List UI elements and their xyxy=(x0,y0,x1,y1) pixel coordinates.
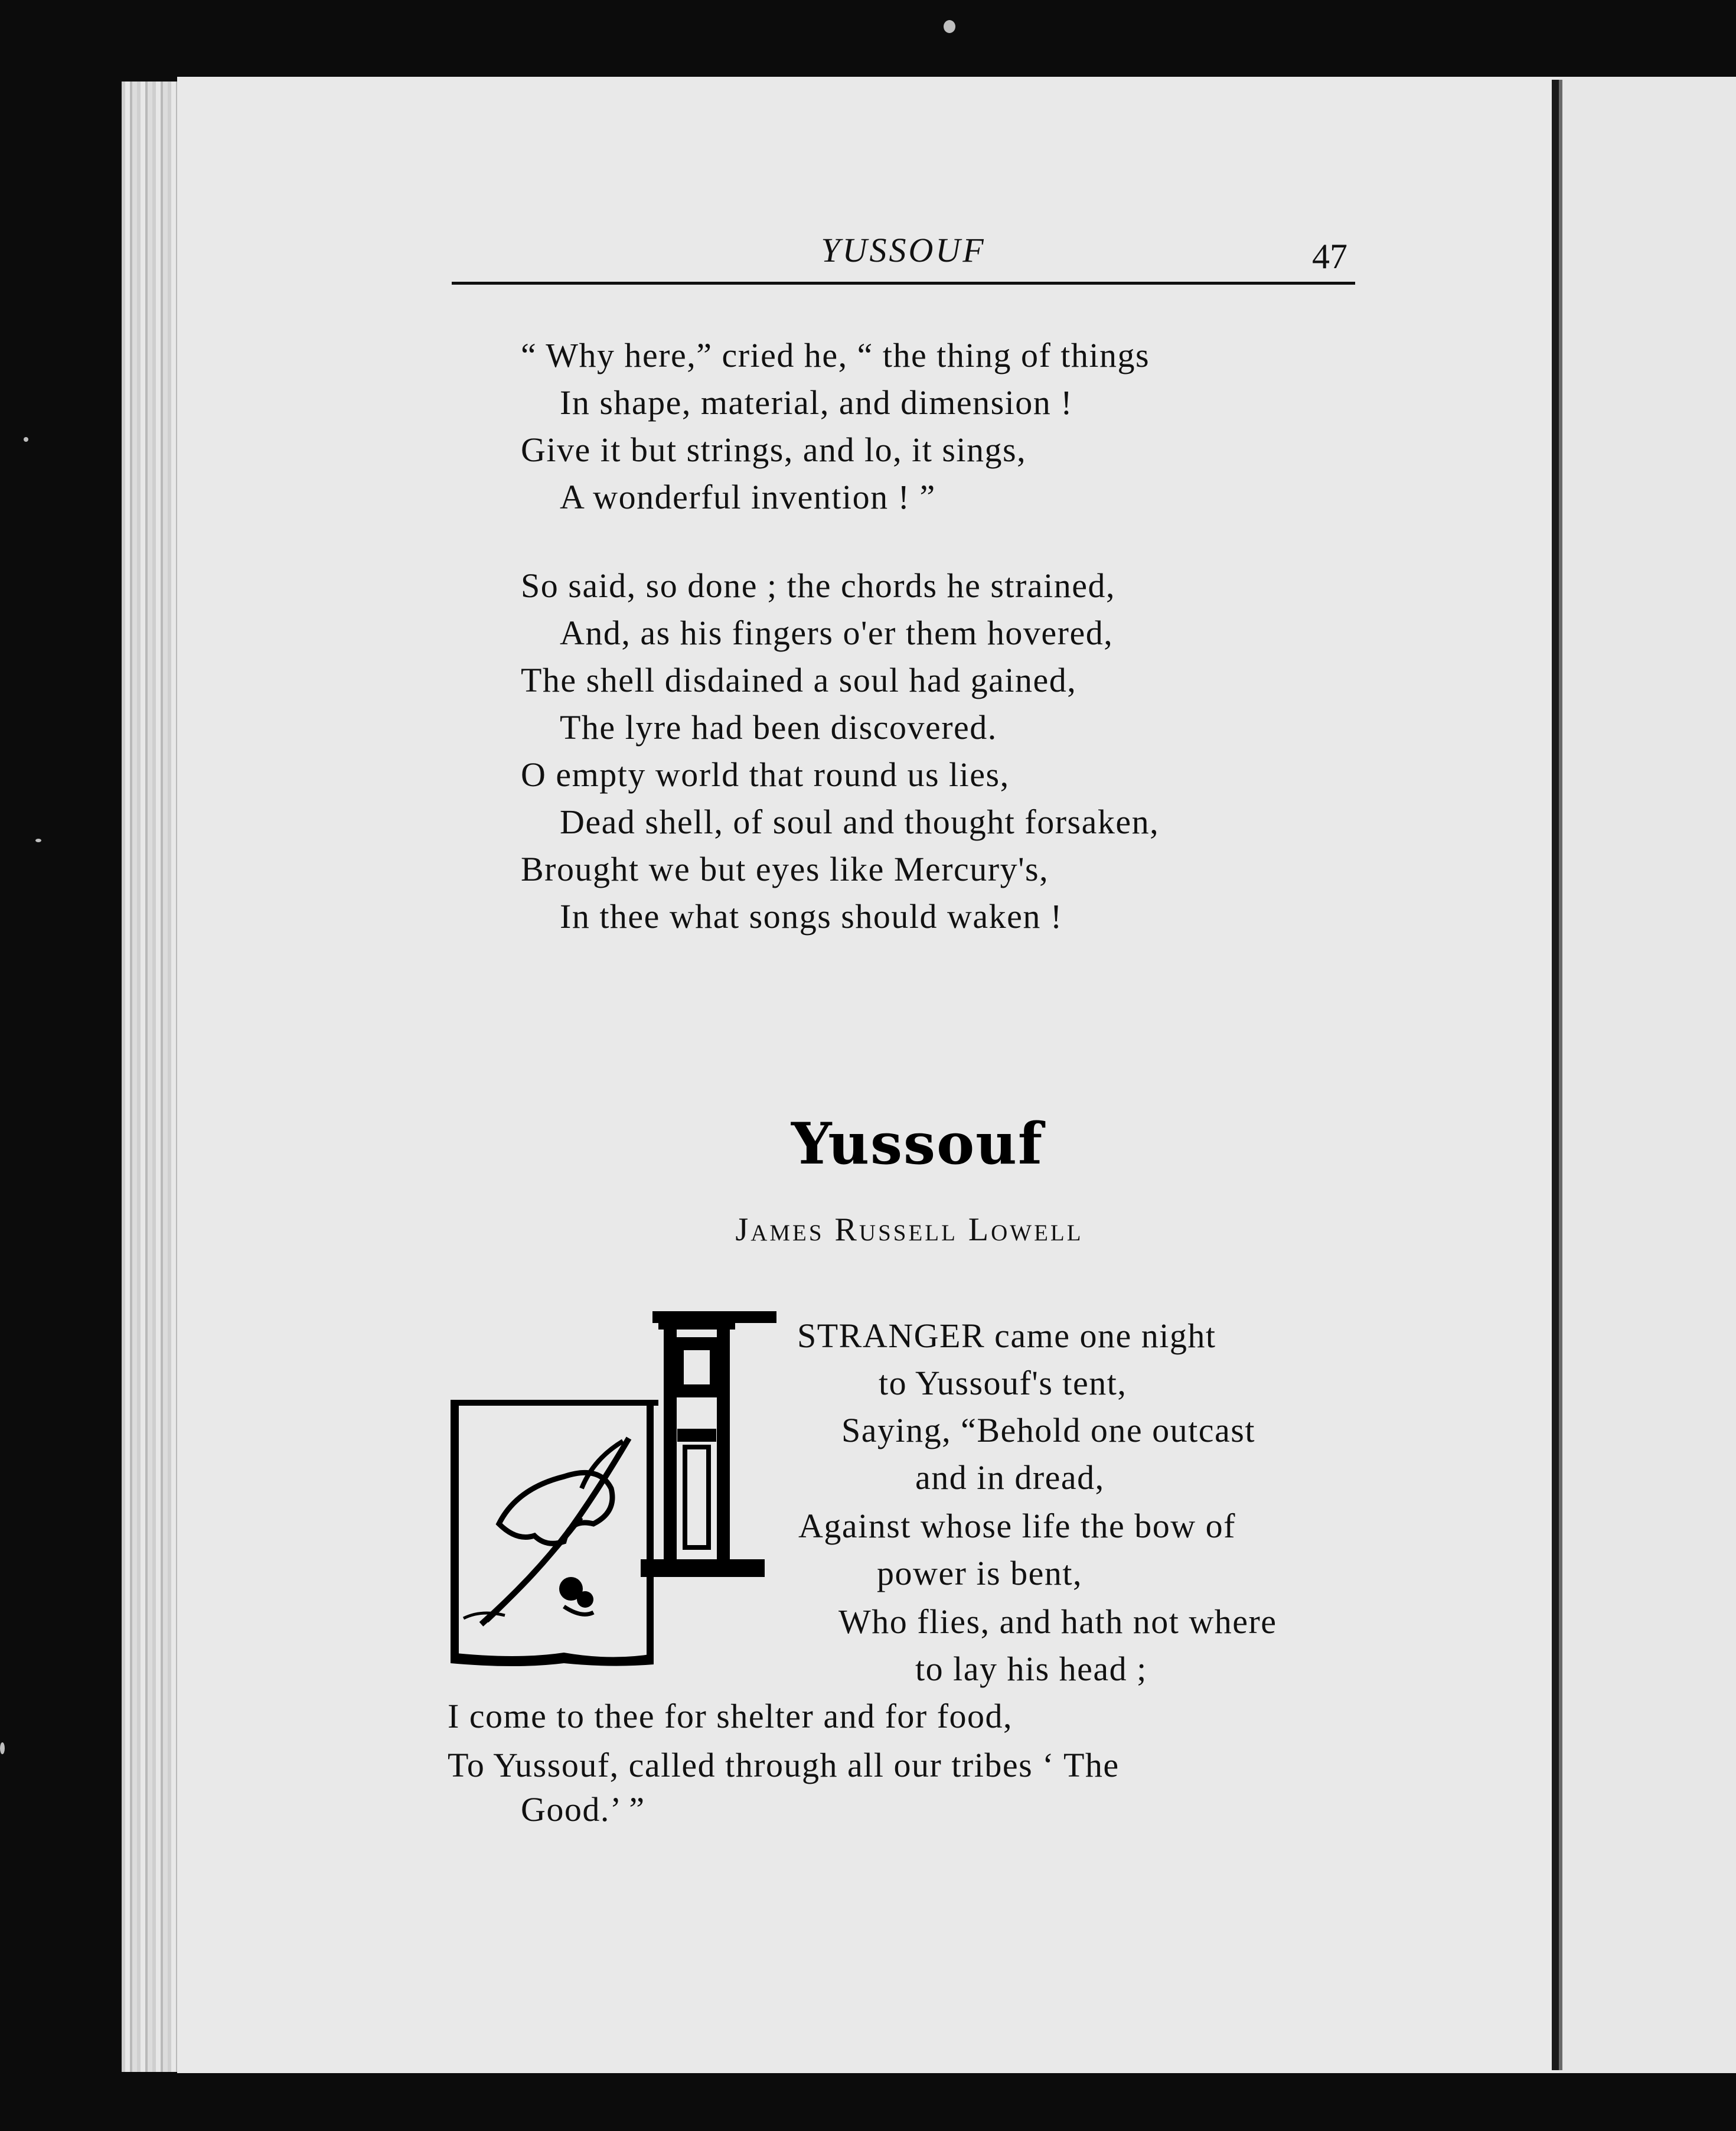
verse-line: The shell disdained a soul had gained, xyxy=(521,661,1077,699)
verse-line: power is bent, xyxy=(877,1554,1082,1592)
scan-dust xyxy=(0,1742,5,1754)
verse-line: I come to thee for shelter and for food, xyxy=(448,1697,1013,1735)
scan-dust xyxy=(944,20,955,33)
verse-line: to lay his head ; xyxy=(915,1650,1147,1688)
verse-line: To Yussouf, called through all our tribes ‘ The xyxy=(448,1746,1120,1784)
page-number: 47 xyxy=(1312,237,1347,276)
poem-title: Yussouf xyxy=(791,1110,1044,1177)
verse-line: Saying, “Behold one outcast xyxy=(841,1411,1255,1449)
scan-dust xyxy=(35,839,41,842)
verse-line: Dead shell, of soul and thought forsaken, xyxy=(560,803,1160,841)
verse-line: “ Why here,” cried he, “ the thing of things xyxy=(521,336,1150,374)
decorative-initial-illustration xyxy=(446,1311,788,1677)
verse-line: The lyre had been discovered. xyxy=(560,708,997,747)
verse-line: Against whose life the bow of xyxy=(798,1507,1236,1545)
verse-line: Give it but strings, and lo, it sings, xyxy=(521,431,1027,469)
verse-line: In thee what songs should waken ! xyxy=(560,897,1063,936)
verse-line: O empty world that round us lies, xyxy=(521,755,1010,794)
verse-line: A wonderful invention ! ” xyxy=(560,478,936,516)
poem-author: James Russell Lowell xyxy=(735,1211,1084,1248)
header-rule xyxy=(452,282,1355,285)
verse-line: In shape, material, and dimension ! xyxy=(560,383,1073,422)
verse-line: Good.’ ” xyxy=(521,1790,645,1829)
verse-line: So said, so done ; the chords he strained, xyxy=(521,566,1115,605)
verse-line: to Yussouf's tent, xyxy=(879,1364,1127,1402)
gutter-shadow xyxy=(1552,80,1562,2070)
running-title: YUSSOUF xyxy=(821,231,986,269)
verse-line: And, as his fingers o'er them hovered, xyxy=(560,614,1114,652)
verse-line: Brought we but eyes like Mercury's, xyxy=(521,850,1049,888)
verse-line: STRANGER came one night xyxy=(797,1317,1216,1355)
verse-line: and in dread, xyxy=(915,1458,1105,1497)
verse-line: Who flies, and hath not where xyxy=(838,1602,1277,1641)
scan-dust xyxy=(24,437,28,442)
facing-page xyxy=(1559,77,1736,2073)
